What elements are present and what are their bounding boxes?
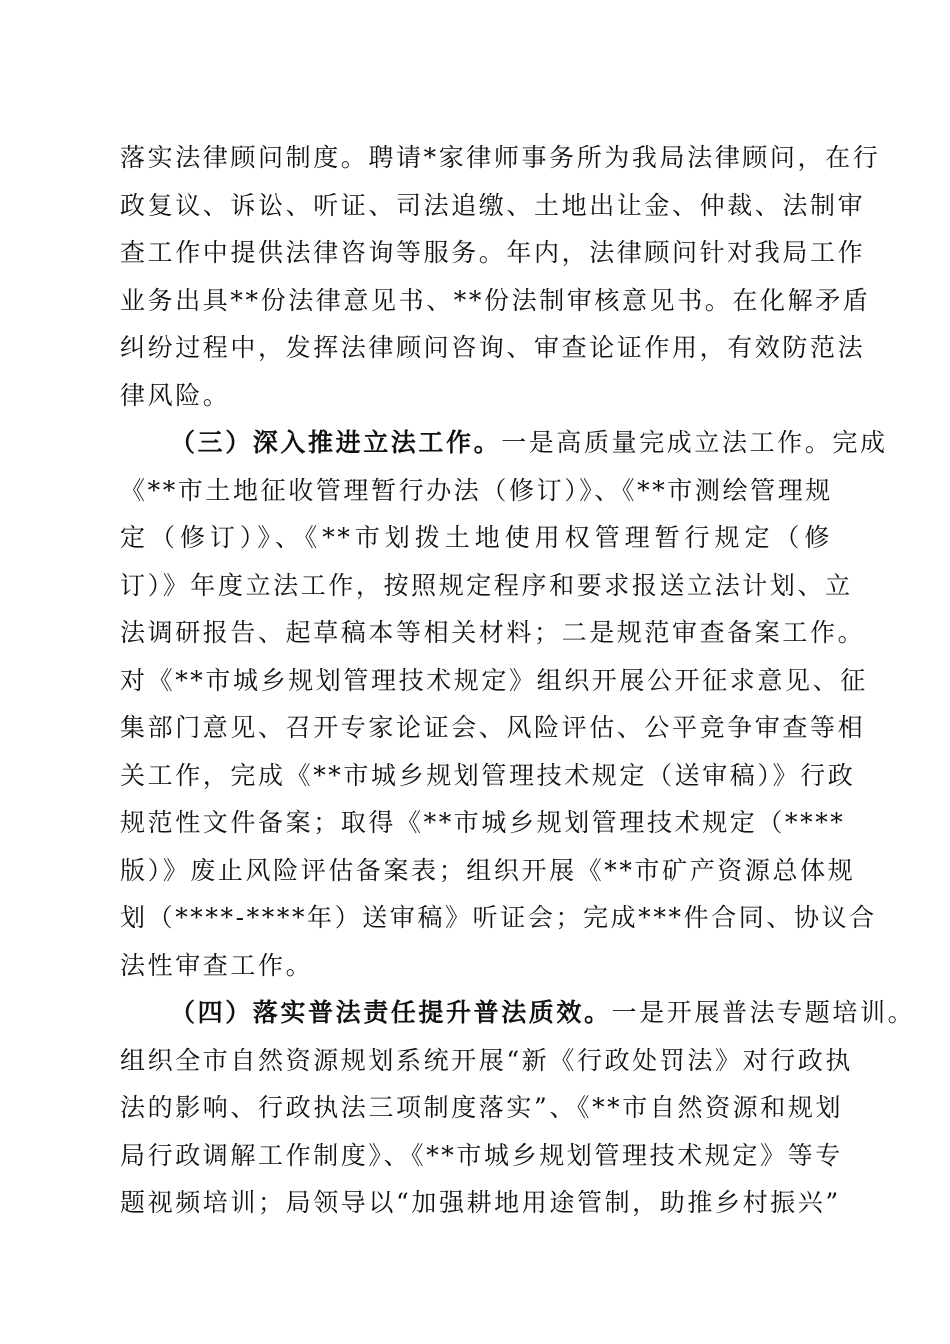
text-line: 《**市土地征收管理暂行办法（修订）》、《**市测绘管理规: [120, 475, 833, 505]
text-line: 查工作中提供法律咨询等服务。年内，法律顾问针对我局工作: [120, 238, 866, 267]
section-three-text: 一是高质量完成立法工作。完成: [501, 428, 888, 457]
text-line: 集部门意见、召开专家论证会、风险评估、公平竞争审查等相: [120, 713, 866, 742]
text-line: 组织全市自然资源规划系统开展“新《行政处罚法》对行政执: [120, 1045, 853, 1075]
text-line: 对《**市城乡规划管理技术规定》组织开展公开征求意见、征: [120, 665, 868, 695]
text-line: 划（****-****年）送审稿》听证会；完成***件合同、协议合: [120, 903, 877, 932]
text-line: 业务出具**份法律意见书、**份法制审核意见书。在化解矛盾: [120, 285, 871, 315]
text-line: 法性审查工作。: [120, 950, 314, 980]
text-line: 局行政调解工作制度》、《**市城乡规划管理技术规定》等专: [120, 1140, 843, 1170]
body-text: [120, 134, 916, 1227]
section-three-heading: （三）深入推进立法工作。: [170, 428, 502, 457]
section-three-first-line: [120, 419, 888, 467]
text-line: 题视频培训；局领导以“加强耕地用途管制，助推乡村振兴”: [120, 1188, 841, 1217]
text-line: 法调研报告、起草稿本等相关材料；二是规范审查备案工作。: [120, 618, 866, 647]
text-line: 关工作，完成《**市城乡规划管理技术规定（送审稿）》行政: [120, 760, 856, 790]
text-line: 政复议、诉讼、听证、司法追缴、土地出让金、仲裁、法制审: [120, 190, 866, 220]
text-line: 订）》年度立法工作，按照规定程序和要求报送立法计划、立: [120, 570, 853, 600]
text-line: 纠纷过程中，发挥法律顾问咨询、审查论证作用，有效防范法: [120, 333, 866, 362]
text-line: 版）》废止风险评估备案表；组织开展《**市矿产资源总体规: [120, 855, 856, 885]
text-line: 规范性文件备案；取得《**市城乡规划管理技术规定（****: [120, 808, 846, 837]
section-four-heading: （四）落实普法责任提升普法质效。: [170, 998, 612, 1027]
section-four-text: 一是开展普法专题培训。: [611, 998, 916, 1027]
text-line: 律风险。: [120, 380, 231, 410]
section-four-first-line: [120, 989, 916, 1037]
text-line: 定（修订）》、《**市划拨土地使用权管理暂行规定（修: [120, 523, 832, 552]
text-line: 法的影响、行政执法三项制度落实”、《**市自然资源和规划: [120, 1093, 844, 1122]
text-line: 落实法律顾问制度。聘请*家律师事务所为我局法律顾问，在行: [120, 143, 881, 172]
